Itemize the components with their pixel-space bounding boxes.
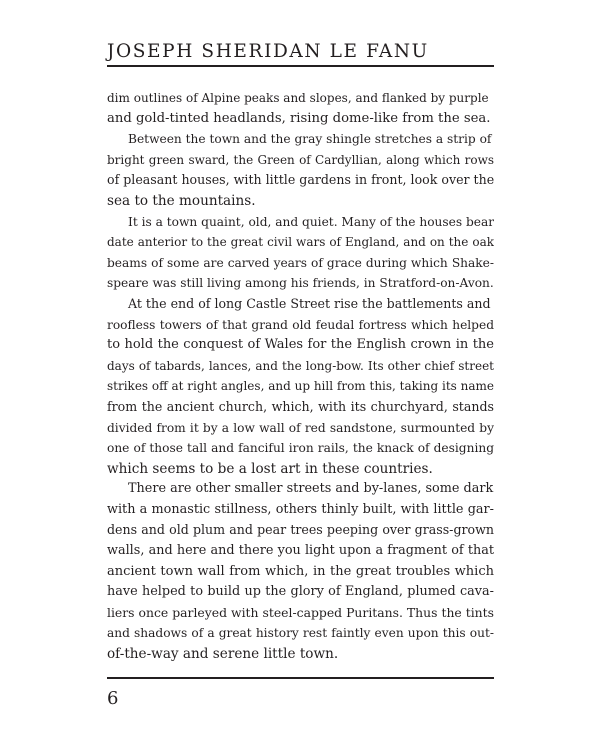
text-line: divided from it by a low wall of red sandstone, surmounted by xyxy=(107,420,494,435)
paragraph xyxy=(107,88,494,129)
text-line: of-the-way and serene little town. xyxy=(107,646,339,663)
text-line: Between the town and the gray shingle stretches a strip of xyxy=(128,132,492,147)
text-line: dens and old plum and pear trees peeping over grass-grown xyxy=(107,522,494,538)
text-line: of pleasant houses, with little gardens in front, look over the xyxy=(107,172,494,188)
text-line: There are other smaller streets and by-lanes, some dark xyxy=(128,481,494,497)
text-line: liers once parleyed with steel-capped Puritans. Thus the tints xyxy=(107,604,494,620)
running-head-author: JOSEPH SHERIDAN LE FANU xyxy=(107,41,429,62)
text-line: bright green sward, the Green of Cardyllian, along which rows xyxy=(107,152,494,167)
text-line: from the ancient church, which, with its churchyard, stands xyxy=(107,398,494,414)
paragraph xyxy=(107,294,494,479)
footer-rule xyxy=(107,677,494,679)
text-line: and gold-tinted headlands, rising dome-like from the sea. xyxy=(107,110,491,126)
text-line: and shadows of a great history rest faintly even upon this out- xyxy=(107,626,494,641)
text-line: roofless towers of that grand old feudal fortress which helped xyxy=(107,317,494,332)
text-line: ancient town wall from which, in the great troubles which xyxy=(107,563,494,579)
text-line: walls, and here and there you light upon a fragment of that xyxy=(107,543,494,559)
text-line: to hold the conquest of Wales for the English crown in the xyxy=(107,337,494,353)
header-rule xyxy=(107,65,494,67)
text-line: sea to the mountains. xyxy=(107,192,256,209)
text-line: have helped to build up the glory of England, plumed cava- xyxy=(107,584,494,600)
text-line: At the end of long Castle Street rise the battlements and xyxy=(128,295,491,311)
text-line: speare was still living among his friends, in Stratford-on-Avon. xyxy=(107,276,494,291)
page-number: 6 xyxy=(107,688,119,709)
text-line: dim outlines of Alpine peaks and slopes, and flanked by purple xyxy=(107,91,489,105)
text-line: days of tabards, lances, and the long-bow. Its other chief street xyxy=(107,358,494,373)
text-line: It is a town quaint, old, and quiet. Many of the houses bear xyxy=(128,214,494,229)
text-line: with a monastic stillness, others thinly built, with little gar- xyxy=(107,501,494,517)
text-line: which seems to be a lost art in these countries. xyxy=(107,460,433,477)
text-line: one of those tall and fanciful iron rails, the knack of designing xyxy=(107,441,494,456)
paragraph xyxy=(107,129,494,211)
text-line: strikes off at right angles, and up hill from this, taking its name xyxy=(107,379,494,394)
text-line: beams of some are carved years of grace during which Shake- xyxy=(107,255,494,270)
text-line: date anterior to the great civil wars of England, and on the oak xyxy=(107,235,494,250)
body-text xyxy=(107,88,494,665)
paragraph xyxy=(107,479,494,664)
paragraph xyxy=(107,212,494,294)
